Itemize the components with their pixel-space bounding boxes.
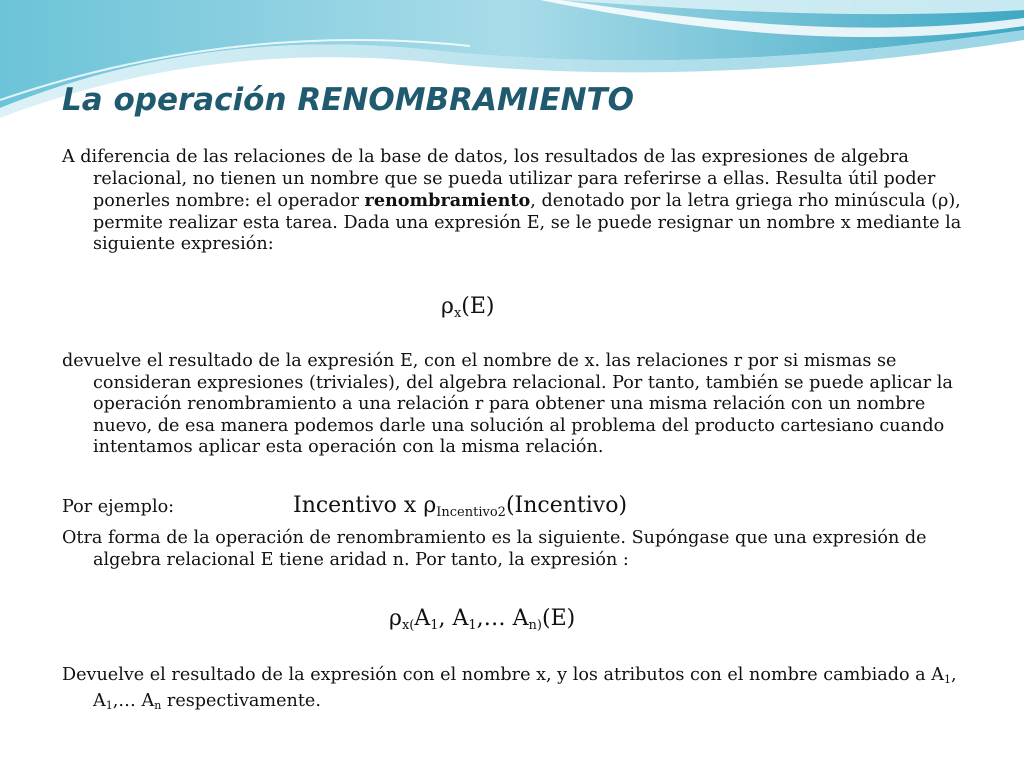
example-rhs: (Incentivo) bbox=[505, 493, 628, 518]
formula-rename-basic bbox=[441, 294, 495, 321]
result-sub-n: n bbox=[154, 698, 162, 712]
intro-text-before: A diferencia de las relaciones de la base de datos, los resultados de las expresiones de algebra relacional, no tienen un nombre que se pueda utilizar para referirse a ellas. Resulta útil poder ponerles nombre: el operador bbox=[62, 147, 936, 211]
formula-argument: (E) bbox=[461, 294, 495, 319]
result-sub-2: 1 bbox=[105, 698, 113, 712]
result-text-before: Devuelve el resultado de la expresión con el nombre x, y los atributos con el nombre cambiado a A bbox=[62, 665, 944, 685]
example-formula bbox=[293, 493, 627, 520]
result-sub-1: 1 bbox=[943, 673, 951, 686]
example-subscript: Incentivo2 bbox=[436, 505, 506, 520]
intro-text-after: , denotado por la letra griega rho minúscula (ρ), permite realizar esta tarea. Dada una expresión E, se le puede resignar un nombre x mediante la siguiente expresión: bbox=[93, 191, 962, 254]
rho-symbol: ρ bbox=[441, 294, 454, 319]
rename-subscript-open: x( bbox=[401, 618, 415, 633]
result-paragraph bbox=[62, 665, 962, 716]
slide-title: La operación RENOMBRAMIENTO bbox=[62, 82, 635, 118]
explanation-text: devuelve el resultado de la expresión E, con el nombre de x. las relaciones r por si mismas se consideran expresiones (triviales), del algebra relacional. Por tanto, también se puede aplicar la operación renombramiento a una relación r para obtener una misma relación con un nombre nuevo, de esa manera podemos darle una solución al problema del producto cartesiano cuando intentamos aplicar esta operación con la misma relación. bbox=[62, 351, 953, 457]
explanation-paragraph bbox=[62, 351, 962, 459]
attr-an-subscript: n) bbox=[528, 618, 542, 633]
attr-sep-2: ,… A bbox=[476, 606, 529, 631]
attr-a1-subscript: 1 bbox=[430, 618, 439, 633]
rename-subscript: x bbox=[453, 306, 462, 321]
result-text-mid2: ,… A bbox=[112, 690, 155, 711]
example-lhs: Incentivo x ρ bbox=[293, 493, 437, 518]
aridad-text: Otra forma de la operación de renombramiento es la siguiente. Supóngase que una expresión de algebra relacional E tiene aridad n. Por tanto, la expresión : bbox=[62, 528, 927, 570]
result-text-mid1: , A bbox=[93, 665, 957, 711]
attr-a1: A bbox=[414, 606, 431, 631]
rho-symbol-2: ρ bbox=[389, 606, 402, 631]
result-text-after: respectivamente. bbox=[161, 690, 321, 711]
attr-sep-1: , A bbox=[438, 606, 469, 631]
attr-a2-subscript: 1 bbox=[468, 618, 477, 633]
formula-rename-attributes bbox=[389, 606, 575, 633]
intro-bold-term: renombramiento bbox=[364, 190, 531, 211]
example-label: Por ejemplo: bbox=[62, 497, 175, 517]
formula2-argument: (E) bbox=[542, 606, 576, 631]
intro-paragraph bbox=[62, 147, 962, 256]
aridad-paragraph bbox=[62, 528, 962, 571]
